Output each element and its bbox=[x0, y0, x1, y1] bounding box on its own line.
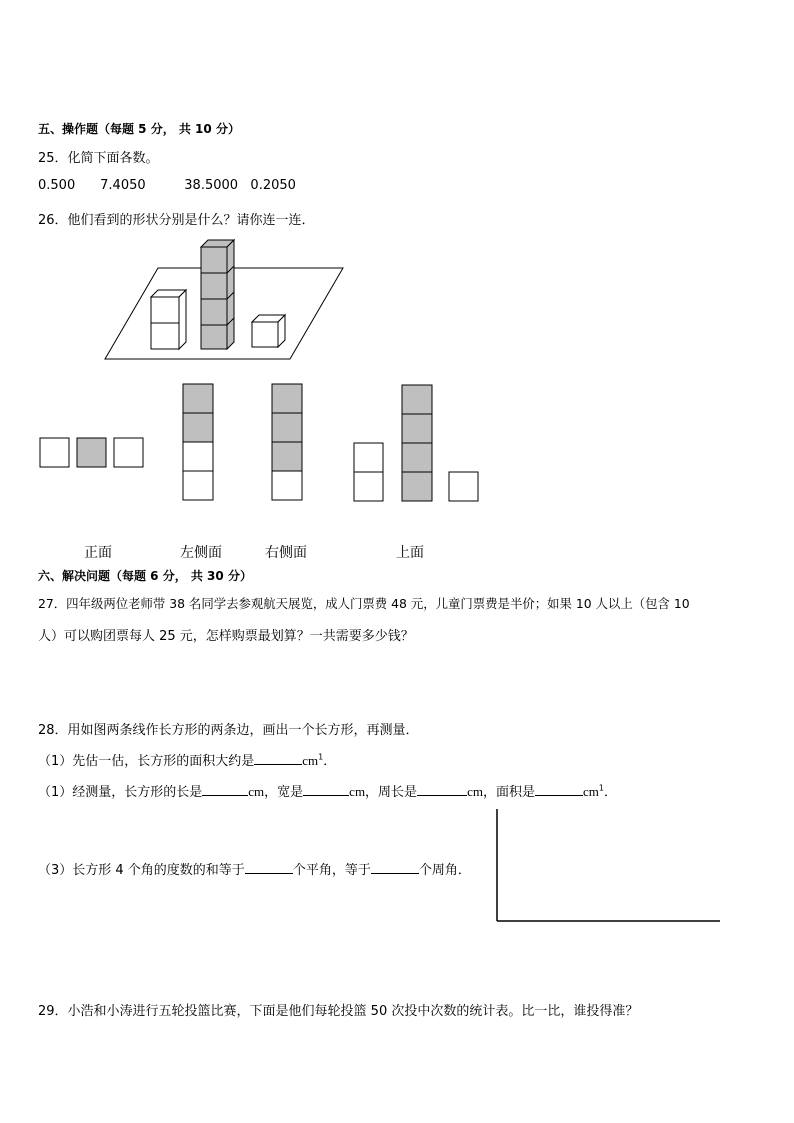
part-1-unit: cm bbox=[302, 753, 319, 768]
width-blank[interactable] bbox=[303, 783, 349, 796]
number-3: 38.5000 bbox=[184, 178, 239, 193]
question-25-text: 25．化简下面各数。 bbox=[38, 151, 159, 166]
question-28-part-1 bbox=[38, 750, 336, 769]
length-blank[interactable] bbox=[202, 783, 248, 796]
question-25-numbers bbox=[38, 178, 296, 193]
rectangle-sides-figure[interactable] bbox=[494, 808, 722, 926]
part-3-end: 个周角． bbox=[418, 863, 471, 878]
part-2-unit: cm bbox=[582, 784, 599, 799]
perimeter-blank[interactable] bbox=[417, 783, 467, 796]
view-option-column-a[interactable] bbox=[182, 383, 216, 503]
part-1-unit-exponent: 1 bbox=[318, 752, 324, 762]
question-27-line-2: 人）可以购团票每人 25 元，怎样购票最划算？一共需要多少钱？ bbox=[38, 629, 414, 644]
part-1-prompt: （1）先估一估，长方形的面积大约是 bbox=[38, 754, 255, 769]
question-28-part-2 bbox=[38, 781, 617, 800]
part-2-width-label: cm，宽是 bbox=[248, 784, 304, 799]
label-right-side-view[interactable]: 右侧面 bbox=[265, 545, 307, 561]
middle-cube-stack bbox=[201, 240, 234, 349]
number-4: 0.2050 bbox=[250, 178, 296, 193]
left-cube-stack bbox=[151, 290, 186, 349]
full-angles-blank[interactable] bbox=[371, 861, 419, 874]
section-6-title: 六、解决问题（每题 6 分， 共 30 分） bbox=[38, 569, 252, 583]
question-28-part-3 bbox=[38, 859, 471, 878]
question-29-text: 29．小浩和小涛进行五轮投篮比赛，下面是他们每轮投篮 50 次投中次数的统计表。比一比，谁投得准？ bbox=[38, 1004, 639, 1019]
right-single-cube bbox=[252, 315, 285, 347]
part-2-perimeter-label: cm，周长是 bbox=[349, 784, 418, 799]
part-2-area-label: cm，面积是 bbox=[467, 784, 535, 799]
part-2-prompt: （1）经测量，长方形的长是 bbox=[38, 785, 203, 800]
part-1-area-blank[interactable] bbox=[254, 752, 302, 765]
question-26-text: 26．他们看到的形状分别是什么？请你连一连． bbox=[38, 213, 315, 228]
view-option-column-b[interactable] bbox=[271, 383, 305, 503]
part-2-unit-exponent: 1 bbox=[598, 783, 604, 793]
number-1: 0.500 bbox=[38, 178, 76, 193]
area-blank[interactable] bbox=[535, 783, 583, 796]
label-top-view[interactable]: 上面 bbox=[396, 545, 424, 561]
label-front-view[interactable]: 正面 bbox=[84, 545, 112, 561]
view-option-three-stacks[interactable] bbox=[352, 384, 482, 504]
straight-angles-blank[interactable] bbox=[245, 861, 293, 874]
part-3-prompt: （3）长方形 4 个角的度数的和等于 bbox=[38, 863, 245, 878]
cubes-on-plane-diagram bbox=[100, 238, 350, 366]
view-option-row-of-three[interactable] bbox=[38, 436, 148, 470]
question-28-text: 28．用如图两条线作长方形的两条边，画出一个长方形，再测量． bbox=[38, 723, 419, 738]
part-1-end: ． bbox=[323, 754, 337, 769]
number-2: 7.4050 bbox=[100, 178, 146, 193]
part-3-middle: 个平角，等于 bbox=[292, 863, 371, 878]
label-left-side-view[interactable]: 左侧面 bbox=[180, 545, 222, 561]
part-2-end: ． bbox=[603, 785, 617, 800]
question-27-line-1: 27．四年级两位老师带 38 名同学去参观航天展览，成人门票费 48 元，儿童门票费是半价；如果 10 人以上（包含 10 bbox=[38, 596, 690, 611]
section-5-title: 五、操作题（每题 5 分， 共 10 分） bbox=[38, 122, 240, 136]
